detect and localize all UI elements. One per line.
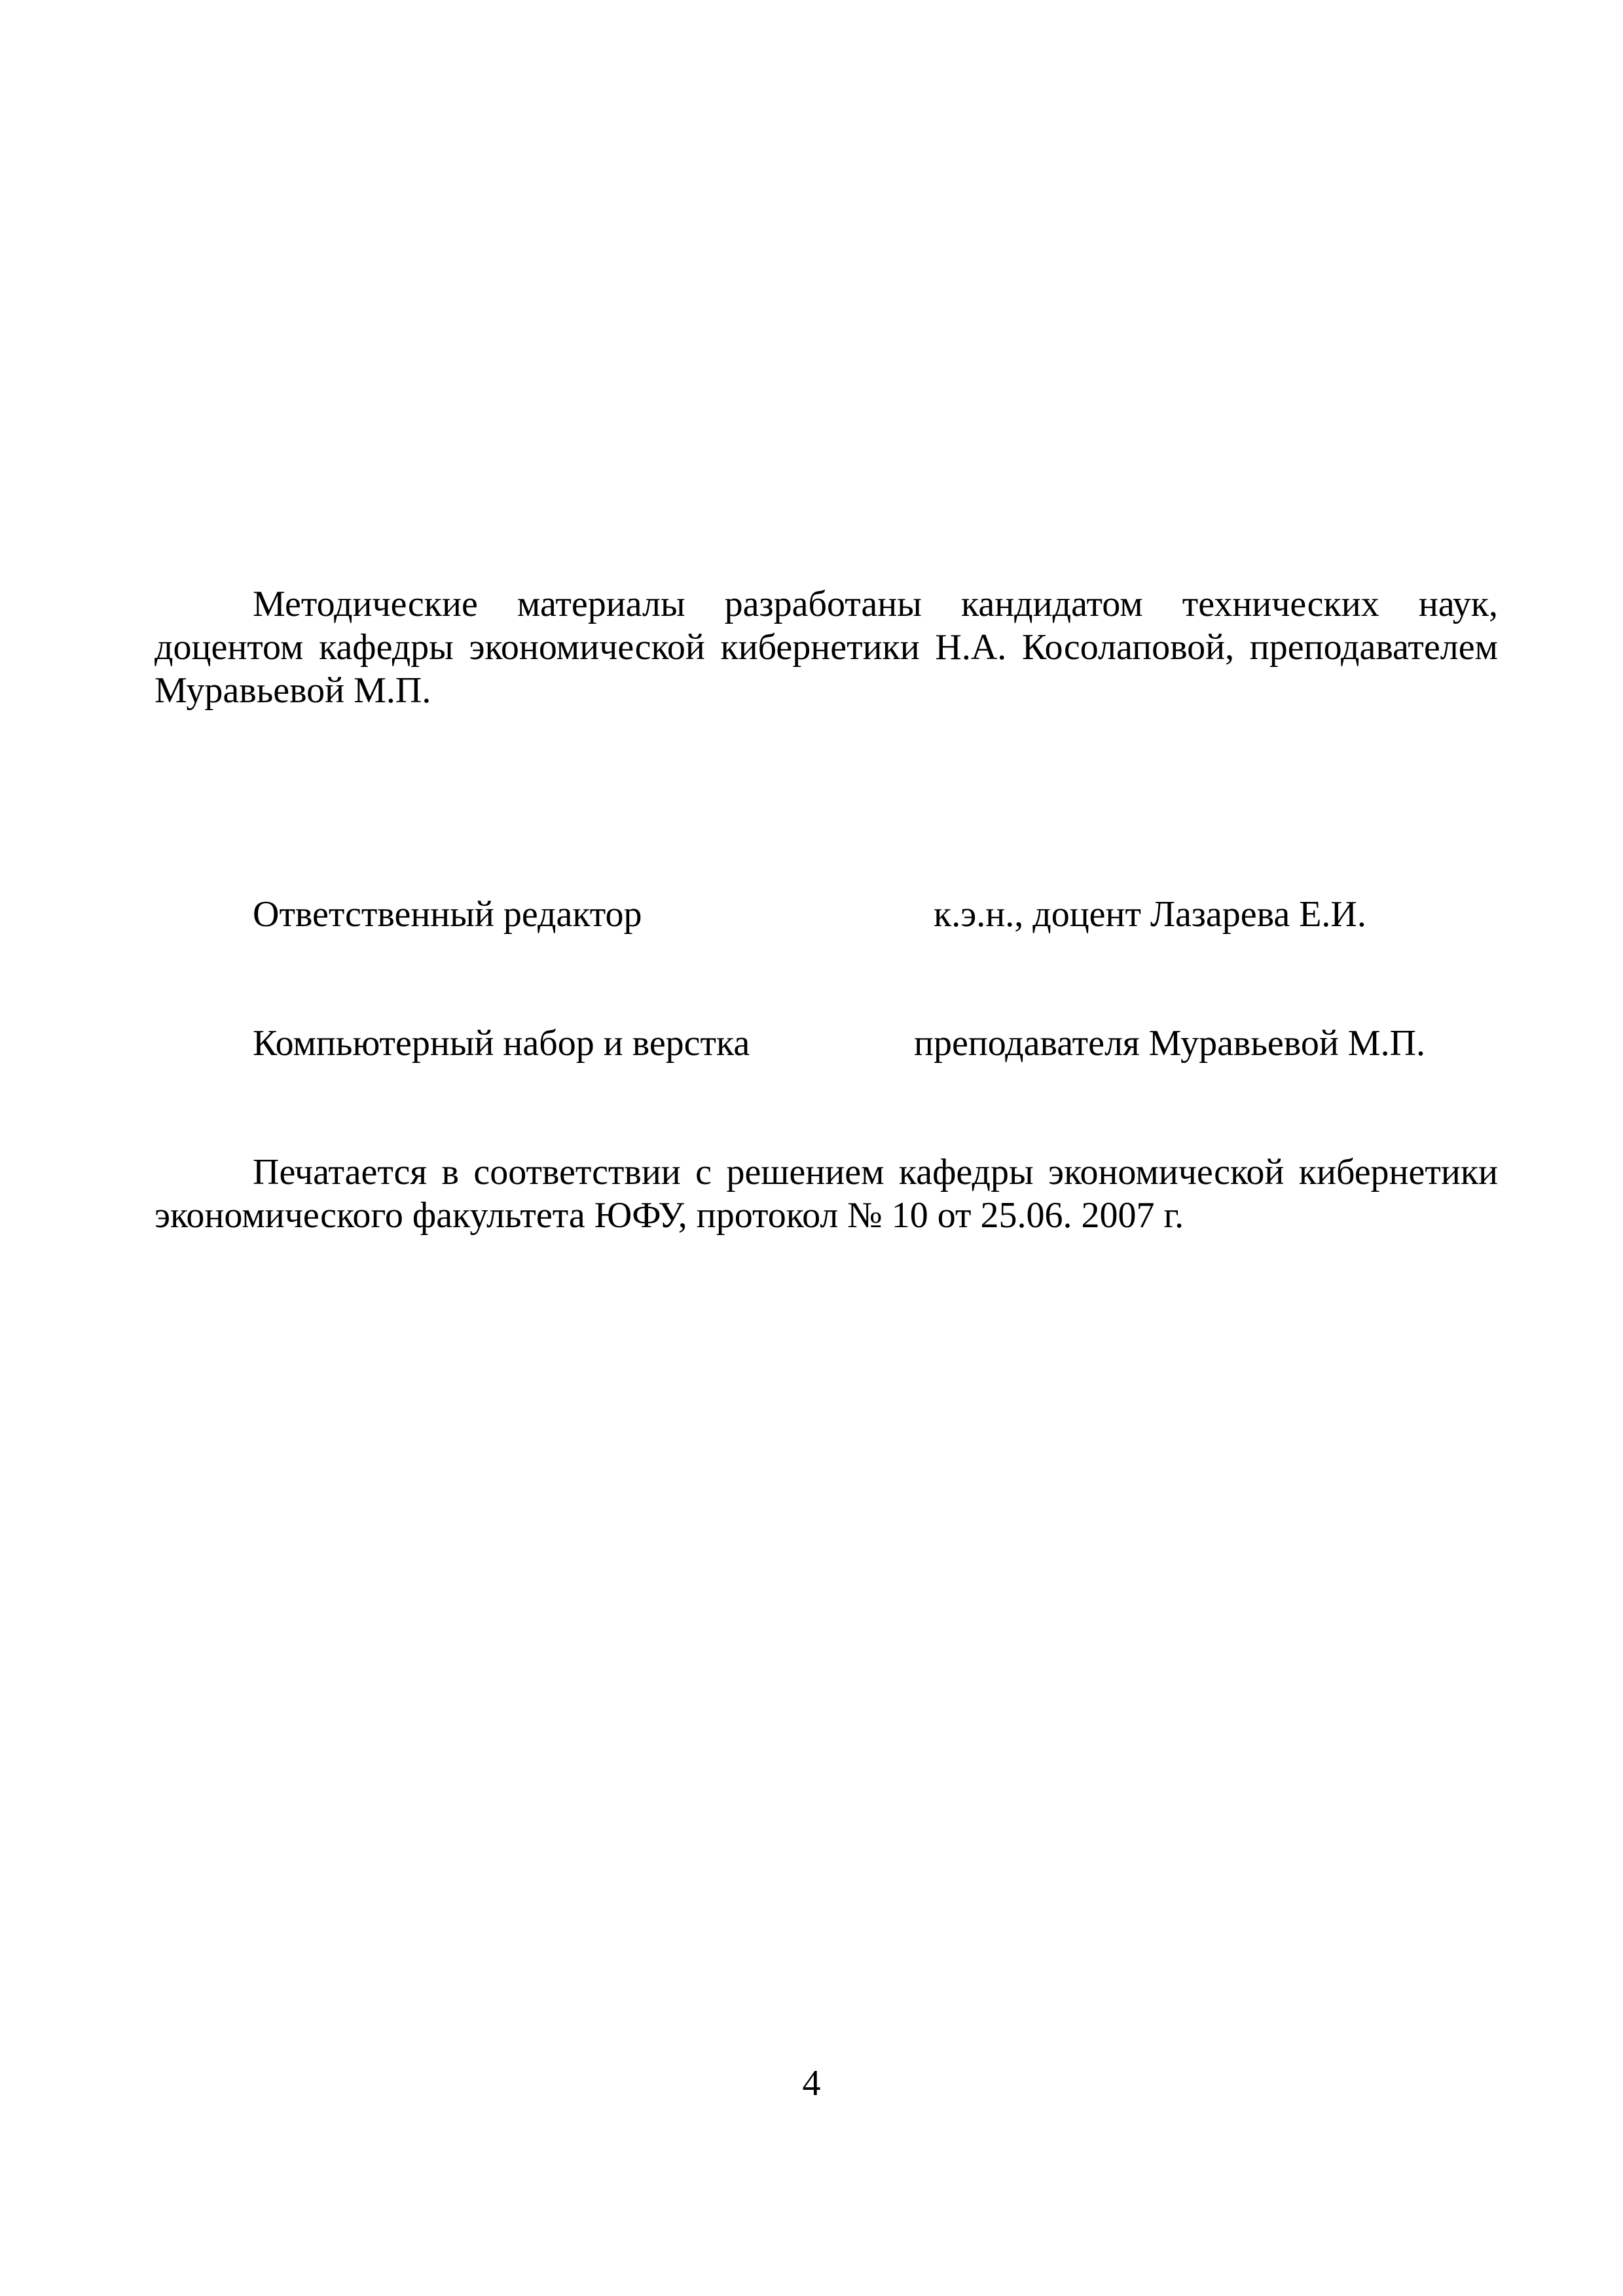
print-approval-paragraph: Печатается в соответствии с решением кафедры экономической кибернетики экономического факультета ЮФУ, протокол № 10 от 25.06. 2007 г. <box>155 1152 1498 1236</box>
typesetting-label: Компьютерный набор и верстка <box>253 1023 750 1064</box>
editor-value: к.э.н., доцент Лазарева Е.И. <box>934 894 1366 935</box>
authors-paragraph: Методические материалы разработаны кандидатом технических наук, доцентом кафедры экономической кибернетики Н.А. Косолаповой, преподавателем Муравьевой М.П. <box>155 584 1498 711</box>
page-number: 4 <box>802 2063 821 2104</box>
typesetting-value: преподавателя Муравьевой М.П. <box>914 1023 1426 1064</box>
editor-label: Ответственный редактор <box>253 894 642 935</box>
